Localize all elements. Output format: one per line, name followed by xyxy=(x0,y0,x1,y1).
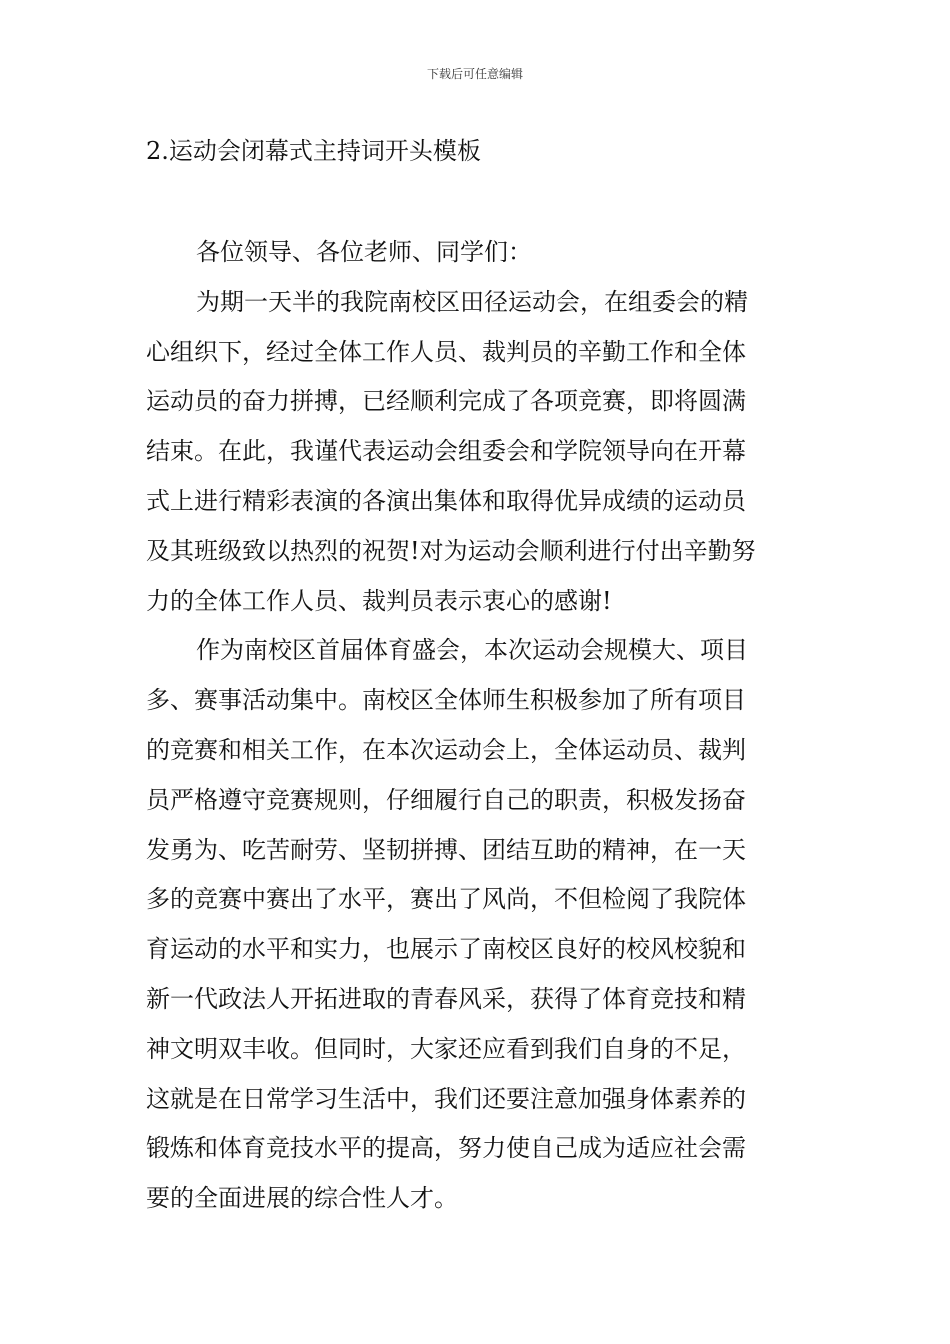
text-line: 运动员的奋力拼搏，已经顺利完成了各项竞赛，即将圆满 xyxy=(146,387,746,416)
text-line: 多的竞赛中赛出了水平，赛出了风尚，不但检阅了我院体 xyxy=(146,885,746,914)
document-body xyxy=(146,228,810,1224)
text-line: 的竞赛和相关工作，在本次运动会上，全体运动员、裁判 xyxy=(146,735,746,764)
text-line: 各位领导、各位老师、同学们： xyxy=(196,238,532,266)
text-line: 为期一天半的我院南校区田径运动会，在组委会的精 xyxy=(196,287,748,316)
text-line: 结束。在此，我谨代表运动会组委会和学院领导向在开幕 xyxy=(146,437,746,466)
text-line: 锻炼和体育竞技水平的提高，努力使自己成为适应社会需 xyxy=(146,1134,746,1163)
text-line: 及其班级致以热烈的祝贺!对为运动会顺利进行付出辛勤努 xyxy=(146,536,756,565)
text-line: 员严格遵守竞赛规则，仔细履行自己的职责，积极发扬奋 xyxy=(146,785,746,814)
text-line: 要的全面进展的综合性人才。 xyxy=(146,1184,458,1213)
header-note: 下载后可任意编辑 xyxy=(426,67,523,81)
text-line: 这就是在日常学习生活中，我们还要注意加强身体素养的 xyxy=(146,1084,746,1113)
text-line: 育运动的水平和实力，也展示了南校区良好的校风校貌和 xyxy=(146,935,746,964)
text-line: 心组织下，经过全体工作人员、裁判员的辛勤工作和全体 xyxy=(146,337,746,366)
text-line: 力的全体工作人员、裁判员表示衷心的感谢! xyxy=(146,586,612,615)
text-line: 式上进行精彩表演的各演出集体和取得优异成绩的运动员 xyxy=(146,486,746,515)
text-line: 多、赛事活动集中。南校区全体师生积极参加了所有项目 xyxy=(146,686,746,715)
document-title: 2.运动会闭幕式主持词开头模板 xyxy=(146,137,481,165)
text-line: 作为南校区首届体育盛会，本次运动会规模大、项目 xyxy=(196,636,748,665)
text-line: 新一代政法人开拓进取的青春风采，获得了体育竞技和精 xyxy=(146,984,746,1013)
text-line: 发勇为、吃苦耐劳、坚韧拼搏、团结互助的精神，在一天 xyxy=(146,835,746,864)
text-line: 神文明双丰收。但同时，大家还应看到我们自身的不足， xyxy=(146,1034,746,1063)
